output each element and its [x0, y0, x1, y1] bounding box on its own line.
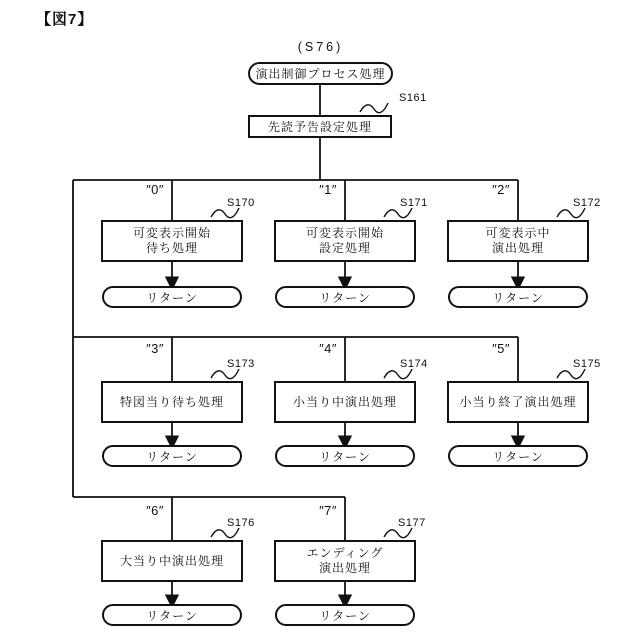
- step-label-s177: S177: [398, 517, 426, 529]
- step-label-s174: S174: [400, 358, 428, 370]
- branch-5-return: リターン: [448, 445, 588, 467]
- step-label-s170: S170: [227, 197, 255, 209]
- branch-7-return: リターン: [275, 604, 415, 626]
- branch-2-return: リターン: [448, 286, 588, 308]
- branch-1-box: 可変表示開始 設定処理: [274, 220, 416, 262]
- setup-process-box: 先読予告設定処理: [248, 115, 392, 138]
- branch-6-box: 大当り中演出処理: [101, 540, 243, 582]
- branch-3-return: リターン: [102, 445, 242, 467]
- branch-1-return: リターン: [275, 286, 415, 308]
- step-label-s161: S161: [399, 92, 427, 104]
- case-label-5: ″5″: [492, 341, 510, 356]
- step-label-s171: S171: [400, 197, 428, 209]
- step-label-s173: S173: [227, 358, 255, 370]
- case-label-2: ″2″: [492, 182, 510, 197]
- branch-2-box: 可変表示中 演出処理: [447, 220, 589, 262]
- branch-4-box: 小当り中演出処理: [274, 381, 416, 423]
- branch-7-box: エンディング 演出処理: [274, 540, 416, 582]
- branch-0-box: 可変表示開始 待ち処理: [101, 220, 243, 262]
- branch-6-return: リターン: [102, 604, 242, 626]
- case-label-0: ″0″: [146, 182, 164, 197]
- step-label-s176: S176: [227, 517, 255, 529]
- branch-5-box: 小当り終了演出処理: [447, 381, 589, 423]
- case-label-3: ″3″: [146, 341, 164, 356]
- step-label-s175: S175: [573, 358, 601, 370]
- branch-0-return: リターン: [102, 286, 242, 308]
- branch-3-box: 特図当り待ち処理: [101, 381, 243, 423]
- case-label-1: ″1″: [319, 182, 337, 197]
- figure-label: 【図7】: [36, 11, 94, 28]
- branch-4-return: リターン: [275, 445, 415, 467]
- step-ref-s76: (S76): [297, 40, 344, 54]
- case-label-7: ″7″: [319, 503, 337, 518]
- start-terminal: 演出制御プロセス処理: [248, 62, 393, 85]
- step-label-s172: S172: [573, 197, 601, 209]
- case-label-4: ″4″: [319, 341, 337, 356]
- case-label-6: ″6″: [146, 503, 164, 518]
